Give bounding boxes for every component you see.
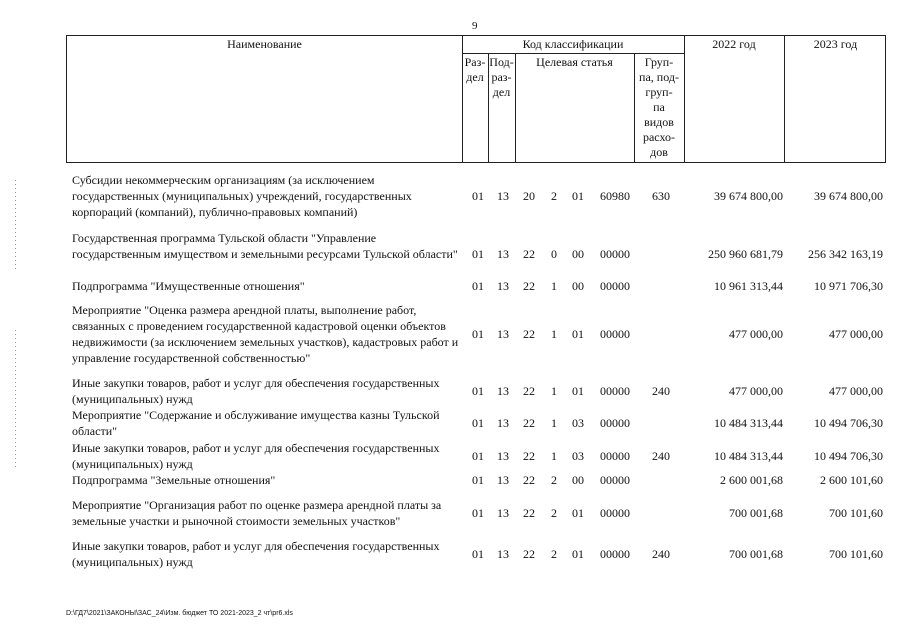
row-podrazdel: 13	[497, 547, 509, 561]
row-name: Иные закупки товаров, работ и услуг для обеспечения государственных (муниципальных) нужд	[72, 539, 440, 569]
row-target-event: 03	[572, 449, 584, 463]
row-podrazdel: 13	[497, 247, 509, 261]
row-podrazdel: 13	[497, 506, 509, 520]
header-code: Код классификации	[522, 37, 624, 51]
row-target-program: 22	[523, 279, 535, 293]
header-target: Целевая статья	[536, 55, 613, 69]
row-name: Подпрограмма "Земельные отношения"	[72, 473, 276, 487]
row-razdel: 01	[472, 247, 484, 261]
row-target-event: 00	[572, 279, 584, 293]
row-target-program: 22	[523, 473, 535, 487]
header-2023: 2023 год	[813, 37, 858, 51]
row-2022: 2 600 001,68	[720, 473, 783, 487]
row-target-direction: 60980	[600, 189, 630, 203]
row-target-direction: 00000	[600, 547, 630, 561]
row-target-subprogram: 2	[551, 547, 557, 561]
row-target-subprogram: 1	[551, 384, 557, 398]
row-group: 240	[652, 547, 670, 561]
row-target-event: 00	[572, 473, 584, 487]
row-target-direction: 00000	[600, 327, 630, 341]
row-podrazdel: 13	[497, 327, 509, 341]
row-2023: 10 494 706,30	[814, 416, 883, 430]
row-2023: 10 494 706,30	[814, 449, 883, 463]
row-group: 240	[652, 384, 670, 398]
row-group: 240	[652, 449, 670, 463]
row-target-event: 01	[572, 506, 584, 520]
row-razdel: 01	[472, 506, 484, 520]
row-razdel: 01	[472, 547, 484, 561]
file-path: D:\ГД7\2021\ЗАКОНЫ\ЗАС_24\Изм. бюджет ТО 2021-2023_2 чт\pr6.xls	[66, 610, 293, 617]
row-name: Подпрограмма "Имущественные отношения"	[72, 279, 305, 293]
header-podrazdel: Под- раз- дел	[489, 55, 514, 99]
row-razdel: 01	[472, 416, 484, 430]
row-target-event: 01	[572, 384, 584, 398]
row-podrazdel: 13	[497, 416, 509, 430]
row-target-program: 22	[523, 327, 535, 341]
row-target-subprogram: 1	[551, 416, 557, 430]
row-target-direction: 00000	[600, 506, 630, 520]
row-razdel: 01	[472, 189, 484, 203]
header-name: Наименование	[227, 37, 302, 51]
row-target-direction: 00000	[600, 279, 630, 293]
row-target-direction: 00000	[600, 449, 630, 463]
row-target-direction: 00000	[600, 384, 630, 398]
row-target-program: 22	[523, 416, 535, 430]
row-target-program: 22	[523, 506, 535, 520]
row-target-subprogram: 2	[551, 473, 557, 487]
row-target-event: 00	[572, 247, 584, 261]
row-podrazdel: 13	[497, 449, 509, 463]
row-razdel: 01	[472, 279, 484, 293]
row-target-direction: 00000	[600, 416, 630, 430]
row-target-subprogram: 1	[551, 327, 557, 341]
row-group: 630	[652, 189, 670, 203]
row-target-subprogram: 0	[551, 247, 557, 261]
row-2022: 700 001,68	[729, 547, 783, 561]
row-name: Субсидии некоммерческим организациям (за исключением государственных (муниципальных) учреждений, государственных корпораций (компаний), публично-правовых компаний)	[72, 173, 412, 219]
row-2022: 477 000,00	[729, 327, 783, 341]
row-2023: 39 674 800,00	[814, 189, 883, 203]
header-razdel: Раз- дел	[464, 55, 486, 84]
row-2023: 700 101,60	[829, 547, 883, 561]
row-target-event: 01	[572, 327, 584, 341]
margin-mark	[15, 330, 16, 470]
header-group: Груп- па, под- груп- па видов расхо- дов	[639, 55, 679, 159]
row-target-subprogram: 1	[551, 449, 557, 463]
row-target-program: 20	[523, 189, 535, 203]
row-2023: 10 971 706,30	[814, 279, 883, 293]
row-target-subprogram: 2	[551, 506, 557, 520]
row-podrazdel: 13	[497, 279, 509, 293]
row-podrazdel: 13	[497, 384, 509, 398]
row-2023: 477 000,00	[829, 384, 883, 398]
row-target-program: 22	[523, 384, 535, 398]
row-target-program: 22	[523, 547, 535, 561]
row-target-event: 01	[572, 189, 584, 203]
row-razdel: 01	[472, 449, 484, 463]
row-2022: 39 674 800,00	[714, 189, 783, 203]
row-target-event: 03	[572, 416, 584, 430]
row-name: Мероприятие "Оценка размера арендной платы, выполнение работ, связанных с проведением государственной кадастровой оценки объектов недвижимости (за исключением земельных участков), кадастровых работ и управление государственной собственностью"	[72, 303, 459, 365]
row-name: Государственная программа Тульской области "Управление государственным имуществом и земельными ресурсами Тульской области"	[72, 231, 458, 261]
row-2023: 477 000,00	[829, 327, 883, 341]
row-2022: 10 484 313,44	[714, 416, 783, 430]
row-podrazdel: 13	[497, 473, 509, 487]
row-target-event: 01	[572, 547, 584, 561]
row-target-program: 22	[523, 247, 535, 261]
row-2023: 700 101,60	[829, 506, 883, 520]
table-header	[66, 35, 886, 163]
row-target-subprogram: 2	[551, 189, 557, 203]
row-2022: 10 484 313,44	[714, 449, 783, 463]
row-razdel: 01	[472, 473, 484, 487]
margin-mark	[15, 180, 16, 270]
row-2023: 256 342 163,19	[808, 247, 883, 261]
row-name: Мероприятие "Организация работ по оценке размера арендной платы за земельные участки и рыночной стоимости земельных участков"	[72, 498, 442, 528]
header-2022: 2022 год	[712, 37, 756, 51]
row-name: Иные закупки товаров, работ и услуг для обеспечения государственных (муниципальных) нужд	[72, 376, 440, 406]
row-razdel: 01	[472, 384, 484, 398]
row-name: Мероприятие "Содержание и обслуживание имущества казны Тульской области"	[72, 408, 440, 438]
row-target-subprogram: 1	[551, 279, 557, 293]
row-2022: 10 961 313,44	[714, 279, 783, 293]
row-2023: 2 600 101,60	[820, 473, 883, 487]
row-target-program: 22	[523, 449, 535, 463]
row-2022: 250 960 681,79	[708, 247, 783, 261]
row-razdel: 01	[472, 327, 484, 341]
row-2022: 477 000,00	[729, 384, 783, 398]
row-2022: 700 001,68	[729, 506, 783, 520]
page-number: 9	[472, 20, 478, 32]
row-name: Иные закупки товаров, работ и услуг для обеспечения государственных (муниципальных) нужд	[72, 441, 440, 471]
row-podrazdel: 13	[497, 189, 509, 203]
row-target-direction: 00000	[600, 473, 630, 487]
row-target-direction: 00000	[600, 247, 630, 261]
